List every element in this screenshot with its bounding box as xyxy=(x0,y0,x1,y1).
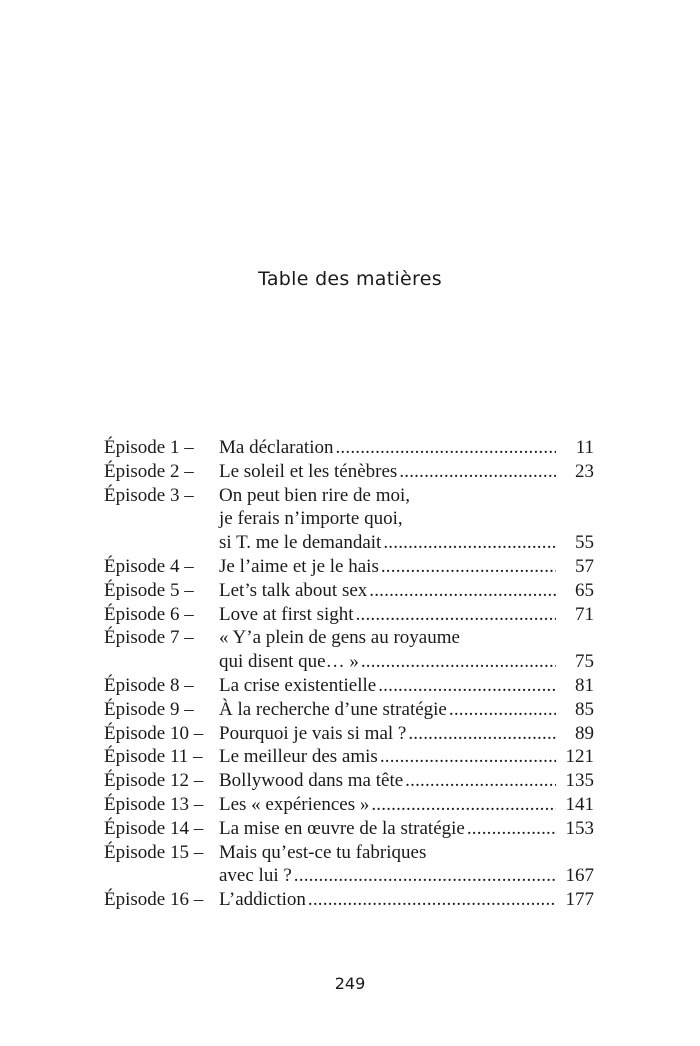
toc-line xyxy=(104,555,594,579)
episode-title: La crise existentielle xyxy=(219,674,377,696)
episode-title: À la recherche d’une stratégie xyxy=(219,698,447,720)
dot-leader xyxy=(371,793,556,817)
episode-label: Épisode 16 – xyxy=(104,889,204,911)
toc-page-number: 11 xyxy=(575,437,594,458)
toc-entry[interactable] xyxy=(104,555,594,579)
toc-page-number: 135 xyxy=(565,770,594,792)
dot-leader xyxy=(408,722,556,746)
episode-label: Épisode 13 – xyxy=(104,793,204,815)
toc-entry[interactable] xyxy=(104,769,594,793)
toc-line xyxy=(104,745,594,769)
dot-leader xyxy=(335,436,556,460)
toc-page-number: 55 xyxy=(575,532,594,554)
dot-leader xyxy=(383,531,556,555)
toc-line xyxy=(104,579,594,603)
episode-label: Épisode 10 – xyxy=(104,722,204,744)
toc-page-number: 81 xyxy=(575,674,594,696)
episode-label: Épisode 9 – xyxy=(104,698,194,720)
episode-title: Le meilleur des amis xyxy=(219,746,378,768)
episode-title: Pourquoi je vais si mal ? xyxy=(219,722,407,744)
toc-entry[interactable] xyxy=(104,579,594,603)
toc-entry[interactable] xyxy=(104,484,594,555)
toc-line xyxy=(104,436,594,460)
dot-leader xyxy=(449,698,556,722)
dot-leader xyxy=(378,674,556,698)
toc-line xyxy=(104,650,594,674)
dot-leader xyxy=(381,555,556,579)
toc-page-number: 71 xyxy=(575,603,594,625)
episode-title: L’addiction xyxy=(219,889,306,911)
toc-entry[interactable] xyxy=(104,698,594,722)
toc-page-number: 89 xyxy=(575,722,594,744)
page-number: 249 xyxy=(334,974,366,993)
episode-label: Épisode 4 – xyxy=(104,555,194,577)
toc-line xyxy=(104,460,594,484)
toc-line xyxy=(104,864,594,888)
dot-leader xyxy=(356,603,556,627)
toc-page-number: 23 xyxy=(575,460,594,482)
toc-line xyxy=(104,817,594,841)
toc-page-number: 167 xyxy=(565,865,594,887)
episode-title: Les « expériences » xyxy=(219,793,370,815)
toc-entry[interactable] xyxy=(104,841,594,889)
episode-title: Le soleil et les ténèbres xyxy=(219,460,398,482)
toc-line xyxy=(104,626,594,650)
toc-entry[interactable] xyxy=(104,888,594,912)
episode-title: Bollywood dans ma tête xyxy=(219,770,404,792)
episode-title: qui disent que… » xyxy=(219,651,359,673)
episode-label: Épisode 14 – xyxy=(104,817,204,839)
toc-page-number: 121 xyxy=(565,746,594,768)
dot-leader xyxy=(380,745,556,769)
episode-label: Épisode 2 – xyxy=(104,460,194,482)
toc-entry[interactable] xyxy=(104,603,594,627)
episode-label: Épisode 7 – xyxy=(104,627,194,649)
episode-label: Épisode 6 – xyxy=(104,603,194,625)
toc-line xyxy=(104,531,594,555)
episode-label: Épisode 5 – xyxy=(104,579,194,601)
toc-entry[interactable] xyxy=(104,626,594,674)
dot-leader xyxy=(405,769,556,793)
episode-label: Épisode 3 – xyxy=(104,484,194,506)
toc-entry[interactable] xyxy=(104,745,594,769)
toc-page-number: 65 xyxy=(575,579,594,601)
episode-title: Love at first sight xyxy=(219,603,354,625)
toc-entry[interactable] xyxy=(104,793,594,817)
toc-page-number: 141 xyxy=(565,793,594,815)
dot-leader xyxy=(361,650,556,674)
toc-entry[interactable] xyxy=(104,674,594,698)
toc-entry[interactable] xyxy=(104,722,594,746)
dot-leader xyxy=(369,579,556,603)
toc-line xyxy=(104,484,594,508)
toc-line xyxy=(104,793,594,817)
episode-title: La mise en œuvre de la stratégie xyxy=(219,817,465,839)
episode-title: Je l’aime et je le hais xyxy=(219,555,379,577)
dot-leader xyxy=(308,888,556,912)
episode-label: Épisode 1 – xyxy=(104,437,194,458)
toc-line xyxy=(104,674,594,698)
dot-leader xyxy=(467,817,556,841)
toc-entry[interactable] xyxy=(104,460,594,484)
episode-title: Mais qu’est-ce tu fabriques xyxy=(219,841,427,863)
toc-page-number: 75 xyxy=(575,651,594,673)
toc-line xyxy=(104,769,594,793)
toc-line xyxy=(104,698,594,722)
toc-line xyxy=(104,722,594,746)
toc-entry[interactable] xyxy=(104,817,594,841)
dot-leader xyxy=(294,864,556,888)
toc-page-number: 153 xyxy=(565,817,594,839)
episode-title: Let’s talk about sex xyxy=(219,579,368,601)
toc-line xyxy=(104,603,594,627)
table-of-contents xyxy=(104,436,594,912)
toc-line xyxy=(104,841,594,865)
episode-label: Épisode 11 – xyxy=(104,746,203,768)
episode-label: Épisode 15 – xyxy=(104,841,204,863)
episode-label: Épisode 12 – xyxy=(104,770,204,792)
toc-page-number: 177 xyxy=(565,889,594,911)
toc-line xyxy=(104,507,594,531)
toc-page-number: 57 xyxy=(575,555,594,577)
episode-title: avec lui ? xyxy=(219,865,292,887)
episode-title: « Y’a plein de gens au royaume xyxy=(219,627,460,649)
dot-leader xyxy=(399,460,556,484)
episode-title: je ferais n’importe quoi, xyxy=(219,508,403,530)
episode-title: On peut bien rire de moi, xyxy=(219,484,411,506)
toc-page-number: 85 xyxy=(575,698,594,720)
episode-title: Ma déclaration xyxy=(219,437,334,458)
episode-title: si T. me le demandait xyxy=(219,532,382,554)
page-title: Table des matières xyxy=(258,268,442,290)
episode-label: Épisode 8 – xyxy=(104,674,194,696)
toc-line xyxy=(104,888,594,912)
toc-entry[interactable] xyxy=(104,436,594,460)
